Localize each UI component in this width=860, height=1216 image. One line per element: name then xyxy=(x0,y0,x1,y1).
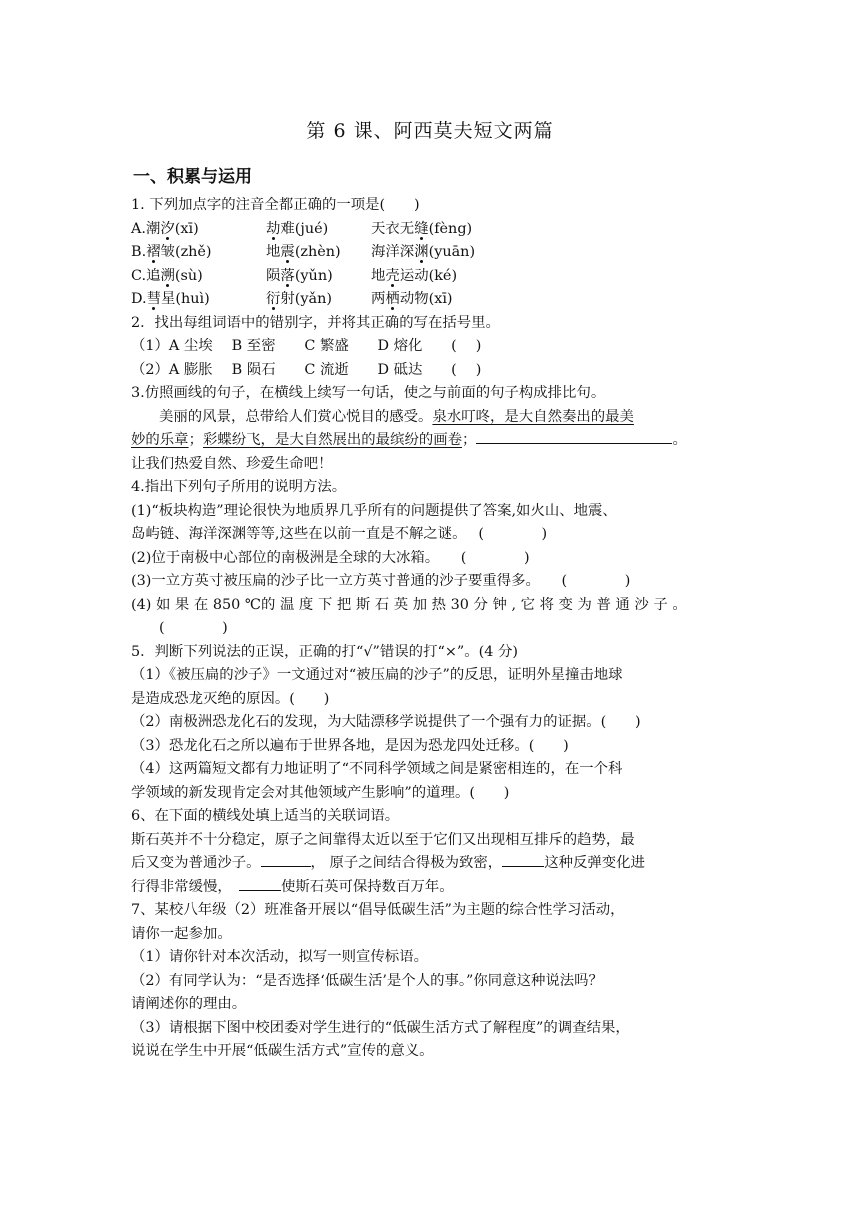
q4-sentence-4-answer: ( ) xyxy=(159,620,228,636)
page-title: 第 6 课、阿西莫夫短文两篇 xyxy=(306,120,554,142)
q6-line-3: 行得非常缓慢， 使斯石英可保持数百万年。 xyxy=(131,876,733,900)
q4-sentence-1b: 岛屿链、海洋深渊等等,这些在以前一直是不解之谜。 ( ) xyxy=(131,526,548,542)
q1-option-d: D.彗星(huì) 衍射(yǎn) 两栖动物(xī) xyxy=(131,291,453,307)
q7-part-2a: （2）有同学认为：“是否选择‘低碳生活’是个人的事。”你同意这种说法吗？ xyxy=(131,972,603,989)
q6-line-1: 斯石英并不十分稳定，原子之间靠得太近以至于它们又出现相互排斥的趋势，最 xyxy=(131,831,635,848)
q7-part-3b: 说说在学生中开展“低碳生活方式”宣传的意义。 xyxy=(131,1043,434,1059)
q1-option-c: C.追溯(sù) 陨落(yǔn) 地壳运动(ké) xyxy=(131,267,458,284)
q4-sentence-1a: (1)“板块构造”理论很快为地质界几乎所有的问题提供了答案,如火山、地震、 xyxy=(131,502,617,519)
q3-line-2: 妙的乐章；彩蝶纷飞，是大自然展出的最缤纷的画卷； 。 xyxy=(131,429,733,453)
question-list xyxy=(131,194,733,1064)
q1-option-a: A.潮汐(xī) 劫难(jué) 天衣无缝(fèng) xyxy=(131,220,473,237)
q5-item-2: （2）南极洲恐龙化石的发现，为大陆漂移学说提供了一个强有力的证据。( ) xyxy=(131,714,641,730)
q6-blank-2[interactable] xyxy=(502,852,544,867)
q6-line-2: 后又变为普通沙子。 ， 原子之间结合得极为致密， 这种反弹变化进 xyxy=(131,852,733,876)
q7-part-1: （1）请你针对本次活动，拟写一则宣传标语。 xyxy=(131,949,428,965)
q6-blank-1[interactable] xyxy=(261,852,311,867)
q5-item-1a: （1）《被压扁的沙子》一文通过对“被压扁的沙子”的反思，证明外星撞击地球 xyxy=(131,667,623,683)
q3-line-1: 美丽的风景，总带给人们赏心悦目的感受。泉水叮咚，是大自然奏出的最美 xyxy=(159,408,634,425)
q7-stem-2: 请你一起参加。 xyxy=(131,925,232,942)
q4-sentence-4: (4) 如 果 在 850 ℃的 温 度 下 把 斯 石 英 加 热 30 分 钟 , 它 将 变 为 普 通 沙 子 。 xyxy=(131,596,687,613)
q2-stem: 2．找出每组词语中的错别字，并将其正确的写在括号里。 xyxy=(131,314,500,331)
q2-row-2: （2）A 膨胀 B 陨石 C 流逝 D 砥达 ( ) xyxy=(131,361,482,378)
q4-sentence-3: (3)一立方英寸被压扁的沙子比一立方英寸普通的沙子要重得多。 ( ) xyxy=(131,573,631,589)
section-heading: 一、积累与运用 xyxy=(133,167,252,187)
q5-stem: 5．判断下列说法的正误，正确的打“√”错误的打“×”。(4 分) xyxy=(131,643,518,660)
q3-answer-blank[interactable] xyxy=(476,429,672,444)
q1-stem: 1. 下列加点字的注音全都正确的一项是( ) xyxy=(131,197,420,213)
q6-blank-3[interactable] xyxy=(239,876,281,891)
q5-item-1b: 是造成恐龙灭绝的原因。( ) xyxy=(131,690,330,707)
q2-row-1: （1）A 尘埃 B 至密 C 繁盛 D 熔化 ( ) xyxy=(131,338,482,354)
q5-item-3: （3）恐龙化石之所以遍布于世界各地，是因为恐龙四处迁移。( ) xyxy=(131,737,569,754)
q3-stem: 3.仿照画线的句子，在横线上续写一句话，使之与前面的句子构成排比句。 xyxy=(131,385,606,401)
q7-part-2b: 请阐述你的理由。 xyxy=(131,996,247,1012)
q6-stem: 6、在下面的横线处填上适当的关联词语。 xyxy=(131,808,400,824)
q5-item-4a: （4）这两篇短文都有力地证明了“不同科学领域之间是紧密相连的，在一个科 xyxy=(131,761,623,777)
q1-option-b: B.褶皱(zhě) 地震(zhèn) 海洋深渊(yuān) xyxy=(131,244,476,260)
q5-item-4b: 学领域的新发现肯定会对其他领域产生影响”的道理。( ) xyxy=(131,784,510,801)
q4-stem: 4.指出下列句子所用的说明方法。 xyxy=(131,479,347,495)
q7-stem-1: 7、某校八年级（2）班准备开展以“倡导低碳生活”为主题的综合性学习活动， xyxy=(131,902,625,918)
q7-part-3a: （3）请根据下图中校团委对学生进行的“低碳生活方式了解程度”的调查结果， xyxy=(131,1019,630,1036)
q4-sentence-2: (2)位于南极中心部位的南极洲是全球的大冰箱。 ( ) xyxy=(131,549,530,566)
q3-line-3: 让我们热爱自然、珍爱生命吧！ xyxy=(131,455,333,472)
